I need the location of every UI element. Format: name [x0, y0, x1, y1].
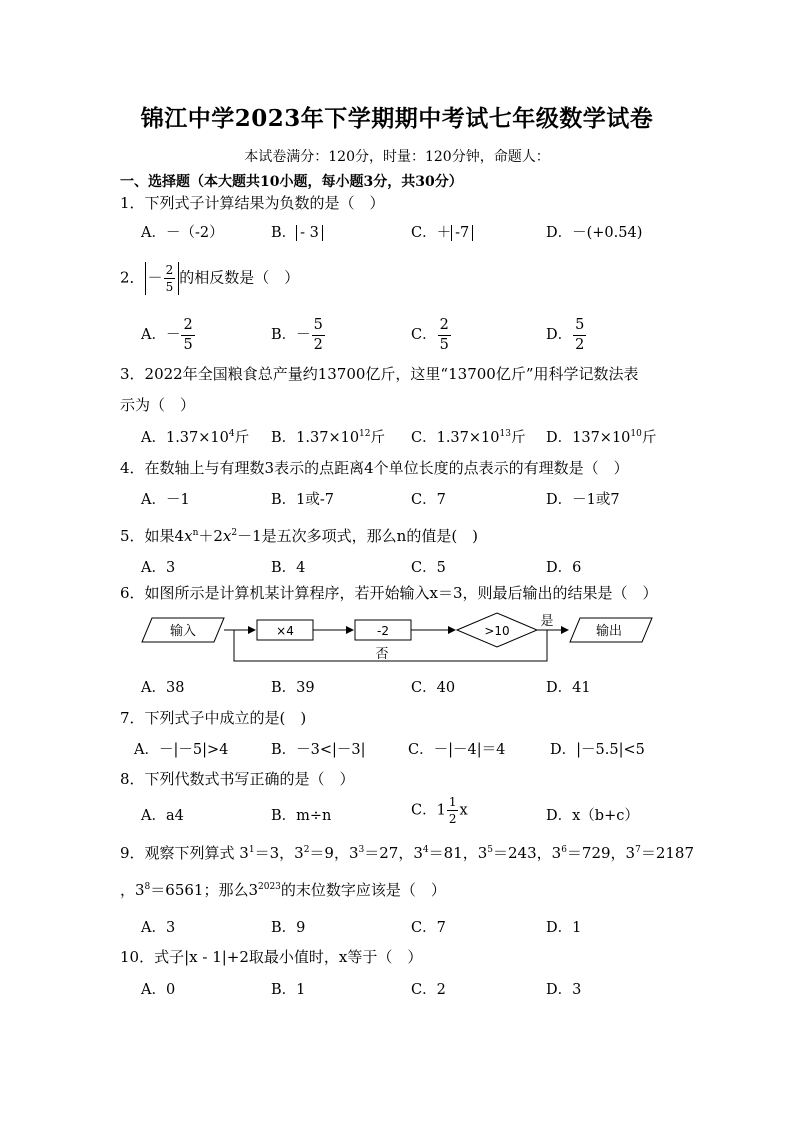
q8-option-d: D．x（b+c）: [546, 808, 639, 824]
q7-option-c: C．－|－4|＝4: [408, 742, 506, 758]
q5-option-a: A．3: [141, 560, 176, 576]
flow-step1-label: ×4: [276, 624, 294, 638]
q9-text-run: ＝243，3: [493, 844, 562, 862]
q3-option-d: D．$137\times 10^{10}$斤: [546, 429, 657, 446]
q5-option-c: C．5: [411, 560, 446, 576]
exam-title: 锦江中学2023年下学期期中考试七年级数学试卷: [140, 105, 654, 132]
q9-text-run: ＝2187: [640, 844, 695, 862]
q9-option-b: B．9: [271, 920, 306, 936]
q9-stem-line1: [120, 842, 694, 863]
q3-option-a: A．$1.37\times 10^4$斤: [141, 429, 250, 446]
q10-option-a: A．0: [141, 982, 176, 998]
q9-option-a: A．3: [141, 920, 176, 936]
q6-option-d: D．41: [546, 680, 591, 696]
q4-option-c: C．7: [411, 492, 446, 508]
exam-subtitle: 本试卷满分：120分，时量：120分钟，命题人：: [244, 149, 550, 165]
q9-text-run: ＝81，3: [428, 844, 488, 862]
q7-option-d: D．|－5.5|<5: [550, 742, 645, 758]
q5-stem: 5．如果$4x^n+2x^2-1$是五次多项式，那么n的值是( ): [120, 527, 479, 545]
q6-stem: 6．如图所示是计算机某计算程序，若开始输入x＝3，则最后输出的结果是（ ）: [120, 584, 658, 602]
q9-exponent: 4: [422, 845, 429, 855]
q9-exponent: 6: [561, 845, 567, 855]
q3-option-c: C．$1.37\times 10^{13}$斤: [411, 429, 526, 446]
q9-option-d: D．1: [546, 920, 582, 936]
q4-option-a: A．－1: [141, 492, 190, 508]
q9-exponent: 7: [635, 845, 641, 855]
q8-stem: 8．下列代数式书写正确的是（ ）: [120, 770, 355, 788]
q4-stem: 4．在数轴上与有理数3表示的点距离4个单位长度的点表示的有理数是（ ）: [120, 459, 629, 477]
flow-condition-label: >10: [484, 624, 510, 638]
q2-option-d: D． $\frac{5}{2}$: [546, 317, 585, 353]
q9-text-run: 9．观察下列算式 3: [120, 844, 249, 862]
flow-no-label: 否: [375, 647, 389, 662]
q9-text-run: ＝27，3: [364, 844, 423, 862]
q6-option-c: C．40: [411, 680, 456, 696]
q10-stem: 10．式子|x - 1|+2取最小值时，x等于（ ）: [120, 948, 423, 966]
q5-option-d: D．6: [546, 560, 582, 576]
q9-stem-line2: ，$3^8=6561$；那么$3^{2023}$的末位数字应该是（ ）: [120, 881, 446, 899]
q9-text-run: ＝729，3: [566, 844, 636, 862]
q3-stem-line2: 示为（ ）: [120, 396, 196, 414]
q4-option-b: B．1或-7: [271, 492, 335, 508]
q2-option-a: A．－ $\frac{2}{5}$: [141, 317, 193, 353]
q6-option-b: B．39: [271, 680, 315, 696]
q8-option-a: A．a4: [141, 808, 184, 824]
q4-option-d: D．－1或7: [546, 492, 620, 508]
q8-option-b: B．m÷n: [271, 808, 332, 824]
flow-input-label: 输入: [169, 624, 197, 639]
q9-exponent: 2: [303, 845, 310, 855]
flow-yes-label: 是: [540, 614, 554, 629]
q2-option-c: C． $\frac{2}{5}$: [411, 317, 449, 353]
q10-option-b: B．1: [271, 982, 306, 998]
q1-option-c: C．＋ -7: [411, 221, 473, 242]
q9-option-c: C．7: [411, 920, 446, 936]
q1-option-d: D．－(+0.54): [546, 225, 643, 241]
q2-stem: 2． － $\frac{2}{5}$ 的相反数是（ ）: [120, 263, 300, 294]
q7-option-b: B．－3<|－3|: [271, 742, 366, 758]
q2-option-b: B．－ $\frac{5}{2}$: [271, 317, 323, 353]
q9-exponent: 5: [487, 845, 493, 855]
q1-stem: 1．下列式子计算结果为负数的是（ ）: [120, 194, 385, 212]
q10-option-c: C．2: [411, 982, 446, 998]
q7-option-a: A．－|－5|>4: [134, 742, 229, 758]
q1-option-b: B． - 3: [271, 221, 323, 242]
q6-option-a: A．38: [141, 680, 185, 696]
q1-option-a: A．－（-2）: [141, 225, 224, 241]
q9-text-run: ＝3，3: [254, 844, 304, 862]
q7-stem: 7．下列式子中成立的是( ): [120, 709, 307, 727]
q8-option-c: C．1 $\frac{1}{2}$ x: [411, 795, 468, 826]
section-heading: 一、选择题（本大题共10小题，每小题3分，共30分）: [120, 174, 463, 190]
q9-exponent: 1: [248, 845, 255, 855]
q5-option-b: B．4: [271, 560, 306, 576]
q10-option-d: D．3: [546, 982, 582, 998]
q3-option-b: B．$1.37\times 10^{12}$斤: [271, 429, 385, 446]
flow-output-label: 输出: [595, 624, 623, 639]
q3-stem-line1: 3．2022年全国粮食总产量约13700亿斤，这里“13700亿斤”用科学记数法表: [120, 365, 639, 383]
flow-step2-label: -2: [377, 624, 389, 638]
q9-text-run: ＝9，3: [309, 844, 359, 862]
q9-exponent: 3: [358, 845, 365, 855]
